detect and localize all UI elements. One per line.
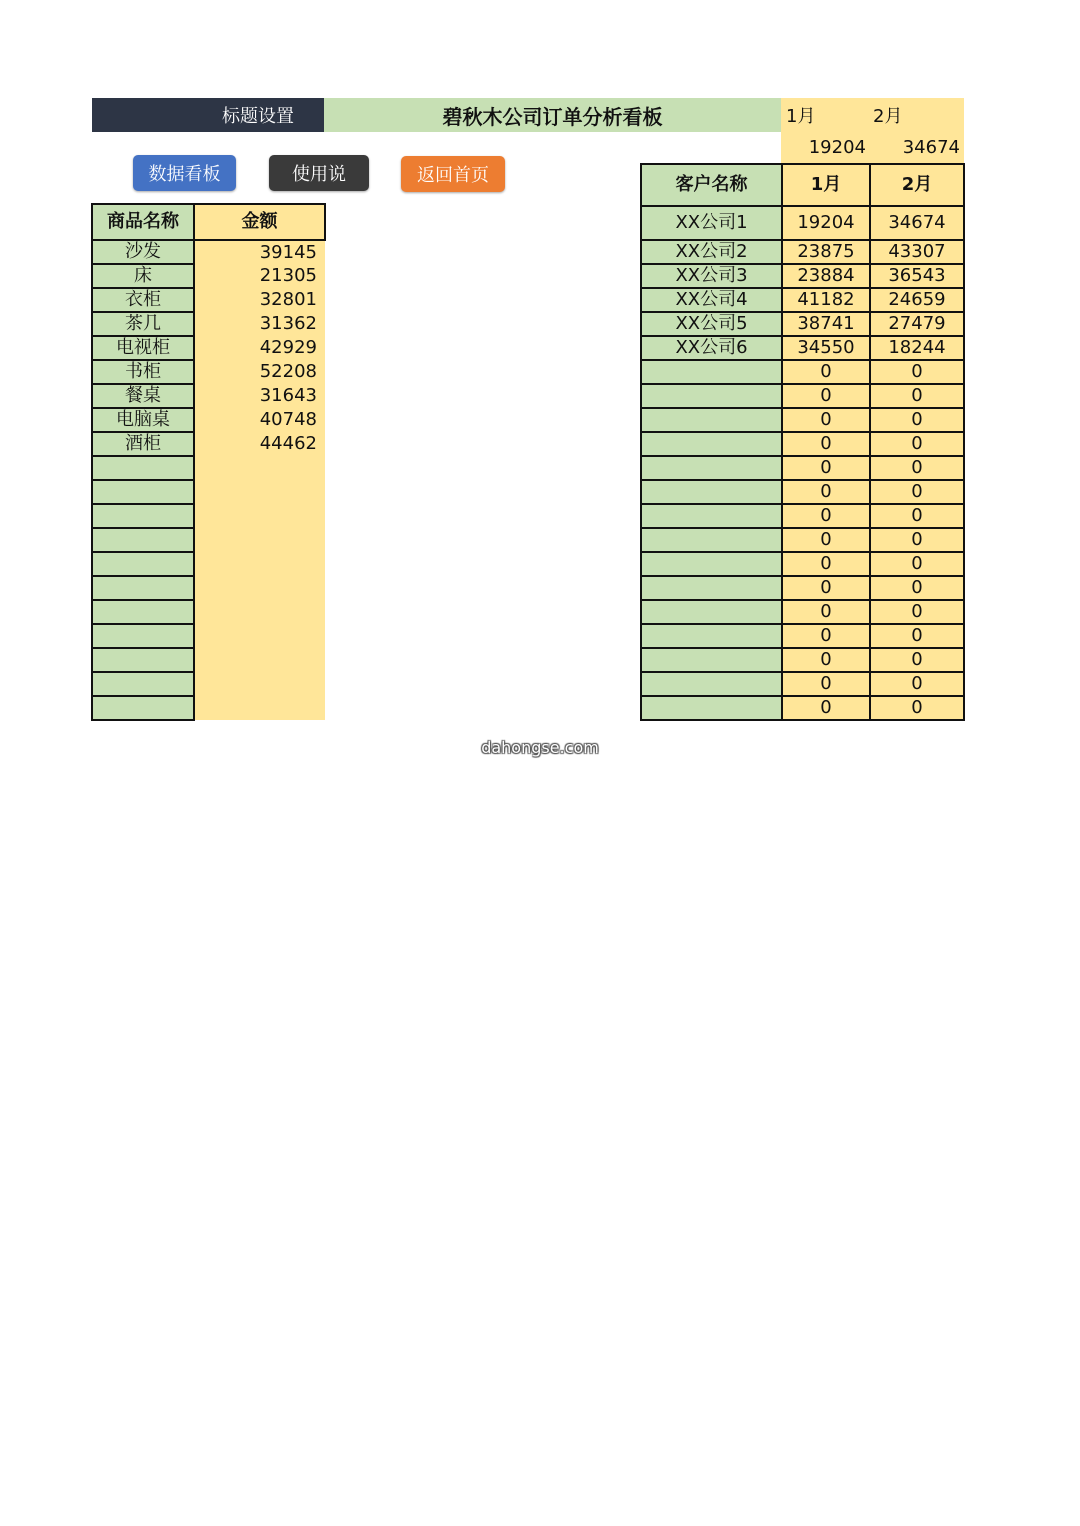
product-name-cell[interactable]: [92, 480, 194, 504]
customer-row: [641, 504, 964, 528]
product-name-cell[interactable]: [92, 672, 194, 696]
month-1-cell[interactable]: 0: [782, 408, 870, 432]
customer-name-cell[interactable]: XX公司4: [641, 288, 782, 312]
product-amount-cell[interactable]: [194, 528, 325, 552]
product-amount-cell[interactable]: [194, 600, 325, 624]
watermark: dahongse.com: [481, 738, 599, 757]
month-2-cell[interactable]: 43307: [870, 240, 964, 264]
product-row: [92, 480, 325, 504]
month-2-cell[interactable]: 0: [870, 624, 964, 648]
customer-row: [641, 576, 964, 600]
summary-value-2: 34674: [868, 132, 964, 163]
customer-name-cell[interactable]: [641, 432, 782, 456]
month-2-cell[interactable]: 0: [870, 408, 964, 432]
product-row: [92, 240, 325, 264]
month-2-cell[interactable]: 0: [870, 528, 964, 552]
product-name-cell[interactable]: [92, 456, 194, 480]
month-2-cell[interactable]: 0: [870, 648, 964, 672]
instructions-button[interactable]: 使用说: [269, 155, 369, 191]
product-row: [92, 408, 325, 432]
product-amount-cell[interactable]: 52208: [194, 360, 325, 384]
product-amount-cell[interactable]: 39145: [194, 240, 325, 264]
product-row: [92, 288, 325, 312]
customer-row: [641, 456, 964, 480]
product-amount-cell[interactable]: 21305: [194, 264, 325, 288]
customer-name-cell[interactable]: XX公司3: [641, 264, 782, 288]
product-name-cell[interactable]: [92, 576, 194, 600]
product-name-cell[interactable]: [92, 504, 194, 528]
month-2-cell[interactable]: 0: [870, 552, 964, 576]
product-amount-cell[interactable]: 42929: [194, 336, 325, 360]
month-1-cell[interactable]: 0: [782, 576, 870, 600]
product-amount-cell[interactable]: [194, 624, 325, 648]
product-name-cell[interactable]: 沙发: [92, 240, 194, 264]
month-2-cell[interactable]: 0: [870, 456, 964, 480]
product-row: [92, 336, 325, 360]
product-row: [92, 624, 325, 648]
month-1-cell[interactable]: 0: [782, 360, 870, 384]
product-name-cell[interactable]: 电脑桌: [92, 408, 194, 432]
product-row: [92, 696, 325, 720]
customer-name-cell[interactable]: [641, 624, 782, 648]
month-1-cell[interactable]: 0: [782, 672, 870, 696]
customer-row: [641, 384, 964, 408]
customer-name-cell[interactable]: [641, 408, 782, 432]
month-1-cell[interactable]: 0: [782, 600, 870, 624]
customer-row: [641, 336, 964, 360]
customer-row: [641, 600, 964, 624]
product-amount-cell[interactable]: [194, 672, 325, 696]
month-1-cell[interactable]: 0: [782, 648, 870, 672]
product-amount-cell[interactable]: 31362: [194, 312, 325, 336]
customer-name-cell[interactable]: [641, 600, 782, 624]
customer-name-cell[interactable]: [641, 528, 782, 552]
product-row: [92, 384, 325, 408]
customer-row: [641, 552, 964, 576]
product-name-header: 商品名称: [92, 204, 194, 240]
summary-month-1: 1月: [781, 98, 868, 132]
title-settings-cell[interactable]: 标题设置: [92, 98, 324, 132]
product-amount-cell[interactable]: [194, 696, 325, 720]
product-row: [92, 264, 325, 288]
product-amount-cell[interactable]: [194, 456, 325, 480]
customer-row: [641, 528, 964, 552]
product-row: [92, 504, 325, 528]
product-name-cell[interactable]: [92, 528, 194, 552]
customer-row: [641, 672, 964, 696]
customer-row: [641, 206, 964, 240]
month-1-cell[interactable]: 23884: [782, 264, 870, 288]
month-2-cell[interactable]: 0: [870, 384, 964, 408]
customer-name-cell[interactable]: XX公司2: [641, 240, 782, 264]
product-name-cell[interactable]: 餐桌: [92, 384, 194, 408]
month-2-cell[interactable]: 18244: [870, 336, 964, 360]
month-1-cell[interactable]: 0: [782, 456, 870, 480]
customer-name-cell[interactable]: XX公司5: [641, 312, 782, 336]
summary-value-1: 19204: [781, 132, 868, 163]
product-name-cell[interactable]: [92, 600, 194, 624]
product-row: [92, 432, 325, 456]
customer-name-cell[interactable]: [641, 648, 782, 672]
product-amount-cell[interactable]: [194, 648, 325, 672]
month-1-cell[interactable]: 23875: [782, 240, 870, 264]
product-row: [92, 456, 325, 480]
product-row: [92, 672, 325, 696]
customer-name-cell[interactable]: [641, 504, 782, 528]
return-home-button[interactable]: 返回首页: [401, 156, 505, 192]
dashboard-title: 碧秋木公司订单分析看板: [324, 98, 781, 132]
customer-monthly-table: [640, 163, 965, 721]
customer-row: [641, 240, 964, 264]
customer-row: [641, 312, 964, 336]
month-1-header: 1月: [782, 164, 870, 206]
customer-row: [641, 480, 964, 504]
product-name-cell[interactable]: [92, 552, 194, 576]
product-amount-cell[interactable]: 32801: [194, 288, 325, 312]
customer-name-cell[interactable]: XX公司6: [641, 336, 782, 360]
customer-row: [641, 360, 964, 384]
customer-name-cell[interactable]: [641, 360, 782, 384]
month-1-cell[interactable]: 0: [782, 624, 870, 648]
product-row: [92, 360, 325, 384]
product-name-cell[interactable]: 茶几: [92, 312, 194, 336]
month-1-cell[interactable]: 0: [782, 432, 870, 456]
product-row: [92, 312, 325, 336]
product-name-cell[interactable]: 电视柜: [92, 336, 194, 360]
month-1-cell[interactable]: 34550: [782, 336, 870, 360]
customer-row: [641, 408, 964, 432]
month-2-cell[interactable]: 0: [870, 672, 964, 696]
product-row: [92, 528, 325, 552]
product-amount-cell[interactable]: [194, 480, 325, 504]
month-1-cell[interactable]: 19204: [782, 206, 870, 240]
product-name-cell[interactable]: 书柜: [92, 360, 194, 384]
product-amount-cell[interactable]: 40748: [194, 408, 325, 432]
month-1-cell[interactable]: 0: [782, 696, 870, 720]
product-row: [92, 648, 325, 672]
month-2-cell[interactable]: 0: [870, 576, 964, 600]
month-2-cell[interactable]: 36543: [870, 264, 964, 288]
month-1-cell[interactable]: 38741: [782, 312, 870, 336]
product-amount-cell[interactable]: 44462: [194, 432, 325, 456]
product-row: [92, 600, 325, 624]
customer-row: [641, 624, 964, 648]
product-name-cell[interactable]: 酒柜: [92, 432, 194, 456]
customer-name-cell[interactable]: [641, 384, 782, 408]
product-amount-cell[interactable]: [194, 576, 325, 600]
customer-row: [641, 288, 964, 312]
product-amount-cell[interactable]: 31643: [194, 384, 325, 408]
customer-name-cell[interactable]: [641, 696, 782, 720]
product-name-cell[interactable]: [92, 624, 194, 648]
customer-name-cell[interactable]: [641, 552, 782, 576]
month-1-cell[interactable]: 0: [782, 552, 870, 576]
month-2-cell[interactable]: 0: [870, 696, 964, 720]
product-amount-table: [91, 203, 326, 721]
product-row: [92, 576, 325, 600]
month-2-cell[interactable]: 0: [870, 480, 964, 504]
data-dashboard-button[interactable]: 数据看板: [133, 155, 236, 191]
month-2-cell[interactable]: 27479: [870, 312, 964, 336]
month-1-cell[interactable]: 0: [782, 480, 870, 504]
product-name-cell[interactable]: 衣柜: [92, 288, 194, 312]
month-2-cell[interactable]: 0: [870, 360, 964, 384]
customer-row: [641, 264, 964, 288]
month-2-cell[interactable]: 0: [870, 432, 964, 456]
product-amount-cell[interactable]: [194, 552, 325, 576]
customer-name-cell[interactable]: [641, 480, 782, 504]
product-row: [92, 552, 325, 576]
customer-name-cell[interactable]: XX公司1: [641, 206, 782, 240]
product-name-cell[interactable]: [92, 648, 194, 672]
month-2-header: 2月: [870, 164, 964, 206]
customer-name-cell[interactable]: [641, 672, 782, 696]
month-1-cell[interactable]: 0: [782, 528, 870, 552]
month-2-cell[interactable]: 0: [870, 600, 964, 624]
month-1-cell[interactable]: 41182: [782, 288, 870, 312]
customer-row: [641, 648, 964, 672]
customer-name-header: 客户名称: [641, 164, 782, 206]
product-name-cell[interactable]: 床: [92, 264, 194, 288]
month-1-cell[interactable]: 0: [782, 384, 870, 408]
month-2-cell[interactable]: 34674: [870, 206, 964, 240]
month-2-cell[interactable]: 24659: [870, 288, 964, 312]
customer-row: [641, 432, 964, 456]
customer-name-cell[interactable]: [641, 576, 782, 600]
customer-name-cell[interactable]: [641, 456, 782, 480]
customer-row: [641, 696, 964, 720]
month-2-cell[interactable]: 0: [870, 504, 964, 528]
product-amount-cell[interactable]: [194, 504, 325, 528]
amount-header: 金额: [194, 204, 325, 240]
summary-month-2: 2月: [868, 98, 964, 132]
product-name-cell[interactable]: [92, 696, 194, 720]
month-1-cell[interactable]: 0: [782, 504, 870, 528]
